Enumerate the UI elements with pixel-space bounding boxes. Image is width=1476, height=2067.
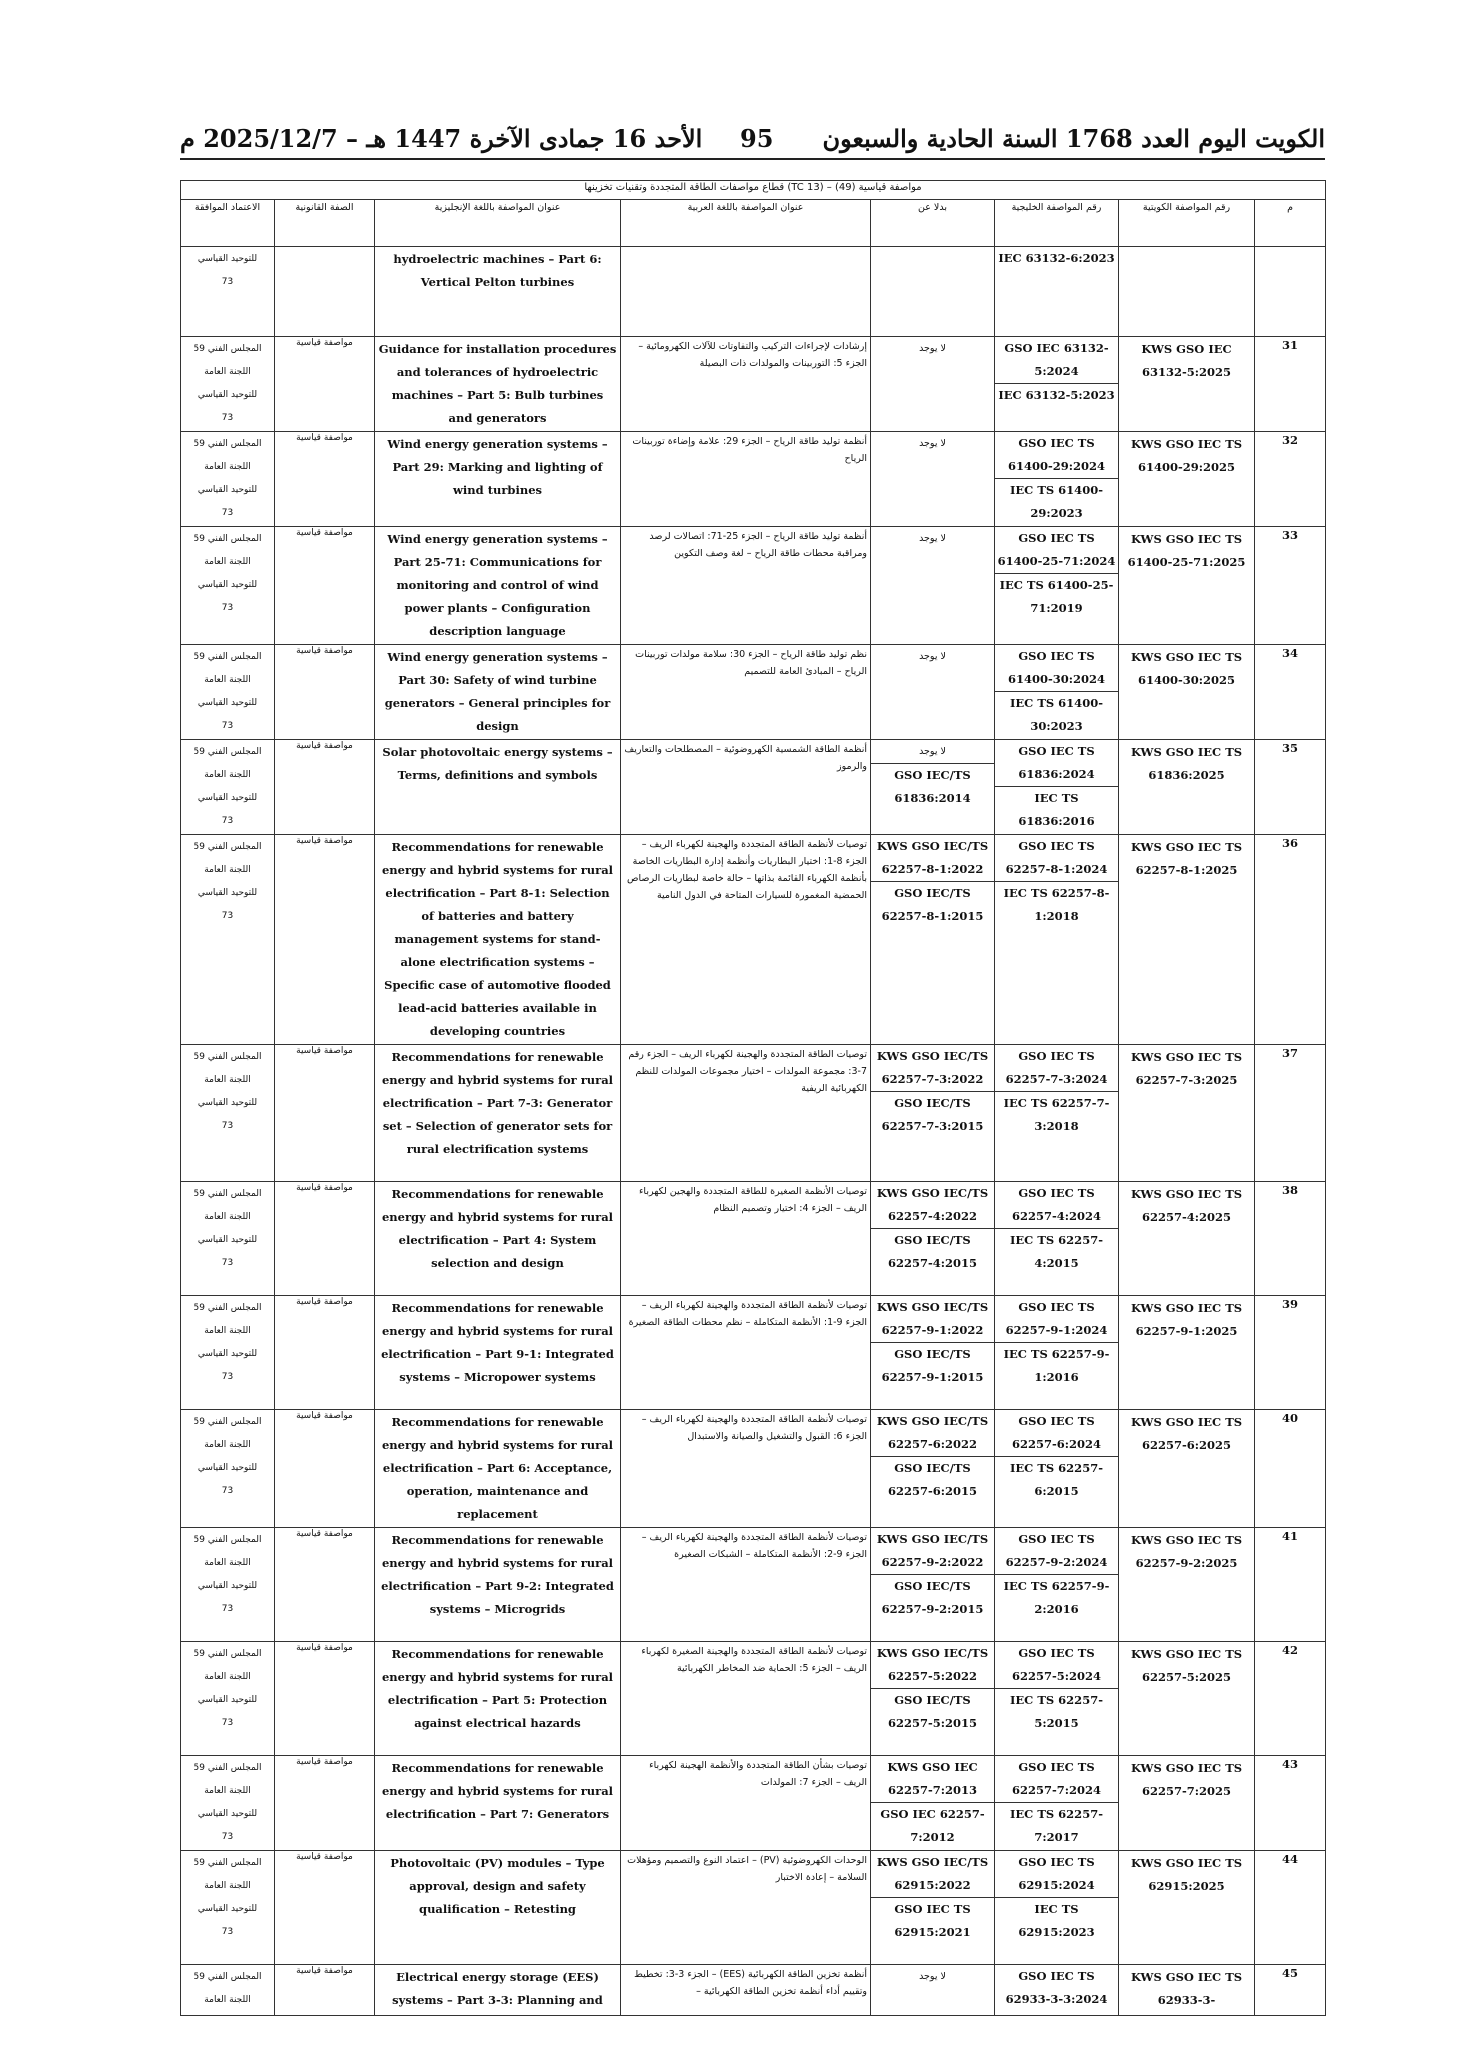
approval-line: اللجنة العامة <box>204 1326 251 1336</box>
page-number: 95 <box>740 124 774 153</box>
replaces-item: لا يوجد <box>919 651 946 662</box>
gso-number-item: IEC TS 61836:2016 <box>995 786 1118 833</box>
table-row <box>181 740 1326 835</box>
gso-number-item: IEC TS 62257-9-1:2016 <box>995 1342 1118 1389</box>
sector-title: قطاع مواصفات الطاقة المتجددة وتقنيات تخزينها (TC 13) – (49) مواصفة قياسية <box>181 181 1326 200</box>
approval-line: اللجنة العامة <box>204 1212 251 1222</box>
approval-line: 73 <box>221 1604 234 1614</box>
approval-line: المجلس الفني 59 <box>193 534 262 544</box>
replaces-item: KWS GSO IEC/TS 62257-5:2022 <box>876 1646 989 1683</box>
standards-table <box>180 180 1326 2016</box>
approval-line: المجلس الفني 59 <box>193 1858 262 1868</box>
english-title-cell: Recommendations for renewable energy and hybrid systems for rural electrification – Part 5: Protection against electrical hazards <box>375 1642 621 1756</box>
replaces-item: KWS GSO IEC/TS 62257-6:2022 <box>876 1414 989 1451</box>
replaces-cell <box>871 1642 995 1756</box>
replaces-item: GSO IEC/TS 62257-6:2015 <box>871 1456 994 1503</box>
english-title-cell: Photovoltaic (PV) modules – Type approval, design and safety qualification – Retesting <box>375 1851 621 1965</box>
kws-number-cell: KWS GSO IEC TS 62915:2025 <box>1119 1851 1255 1965</box>
approval-line: للتوحيد القياسي <box>197 1904 258 1914</box>
approval-line: 73 <box>221 1486 234 1496</box>
approval-line: المجلس الفني 59 <box>193 1972 262 1982</box>
replaces-item: GSO IEC/TS 62257-9-1:2015 <box>871 1342 994 1389</box>
approval-line: المجلس الفني 59 <box>193 439 262 449</box>
approval-line: 73 <box>221 413 234 423</box>
legal-status-cell: مواصفة قياسية <box>275 1756 375 1851</box>
col-num: م <box>1255 200 1326 247</box>
arabic-title-cell: توصيات لأنظمة الطاقة المتجددة والهجينة الصغيرة لكهرباء الريف – الجزء 5: الحماية ضد المخاطر الكهربائية <box>621 1642 871 1756</box>
english-title-cell: Electrical energy storage (EES) systems – Part 3-3: Planning and <box>375 1965 621 2016</box>
col-approval: الاعتماد الموافقة <box>181 200 275 247</box>
row-number-cell <box>1255 247 1326 337</box>
legal-status-cell: مواصفة قياسية <box>275 1851 375 1965</box>
kws-number-cell: KWS GSO IEC TS 61836:2025 <box>1119 740 1255 835</box>
gso-number-item: GSO IEC TS 62257-9-2:2024 <box>1005 1532 1108 1569</box>
replaces-item: GSO IEC 62257-7:2012 <box>871 1802 994 1849</box>
gso-number-cell <box>995 1182 1119 1296</box>
page-header <box>180 118 1325 160</box>
gso-number-item: IEC TS 62257-7-3:2018 <box>995 1091 1118 1138</box>
gso-number-item: GSO IEC TS 62257-8-1:2024 <box>1005 839 1108 876</box>
arabic-title-cell: أنظمة توليد طاقة الرياح – الجزء 29: علامة وإضاءة توربينات الرياح <box>621 432 871 527</box>
approval-line: 73 <box>221 1832 234 1842</box>
gazette-date: الأحد 16 جمادى الآخرة 1447 هـ – 2025/12/7 م <box>180 124 703 153</box>
approval-line: 73 <box>221 508 234 518</box>
approval-cell <box>181 1182 275 1296</box>
kws-number-cell: KWS GSO IEC TS 62257-8-1:2025 <box>1119 835 1255 1045</box>
approval-line: المجلس الفني 59 <box>193 1189 262 1199</box>
column-headers <box>181 200 1326 247</box>
replaces-item: KWS GSO IEC/TS 62257-9-1:2022 <box>876 1300 989 1337</box>
gso-number-item: GSO IEC TS 61400-29:2024 <box>1007 436 1106 473</box>
approval-line: اللجنة العامة <box>204 1440 251 1450</box>
arabic-title-cell: توصيات الطاقة المتجددة والهجينة لكهرباء الريف – الجزء رقم 7-3: مجموعة المولدات – اختيار مجموعات المولدات للنظم الكهربائية الريفية <box>621 1045 871 1182</box>
kws-number-cell <box>1119 247 1255 337</box>
replaces-item: KWS GSO IEC/TS 62257-8-1:2022 <box>876 839 989 876</box>
replaces-cell <box>871 432 995 527</box>
legal-status-cell: مواصفة قياسية <box>275 432 375 527</box>
replaces-cell <box>871 1965 995 2016</box>
approval-cell <box>181 1756 275 1851</box>
approval-line: للتوحيد القياسي <box>197 1581 258 1591</box>
approval-line: اللجنة العامة <box>204 1558 251 1568</box>
row-number-cell: 41 <box>1255 1528 1326 1642</box>
replaces-cell <box>871 1296 995 1410</box>
english-title-cell: Guidance for installation procedures and tolerances of hydroelectric machines – Part 5: Bulb turbines and generators <box>375 337 621 432</box>
approval-line: للتوحيد القياسي <box>197 698 258 708</box>
approval-line: للتوحيد القياسي <box>197 1235 258 1245</box>
col-instead: بدلا عن <box>871 200 995 247</box>
approval-line: للتوحيد القياسي <box>197 1463 258 1473</box>
gso-number-cell <box>995 432 1119 527</box>
legal-status-cell: مواصفة قياسية <box>275 1045 375 1182</box>
approval-line: المجلس الفني 59 <box>193 1763 262 1773</box>
gso-number-item: GSO IEC TS 61400-25-71:2024 <box>997 531 1116 568</box>
gso-number-cell <box>995 1756 1119 1851</box>
approval-cell <box>181 432 275 527</box>
legal-status-cell: مواصفة قياسية <box>275 740 375 835</box>
replaces-item: KWS GSO IEC/TS 62257-7-3:2022 <box>876 1049 989 1086</box>
arabic-title-cell: توصيات لأنظمة الطاقة المتجددة والهجينة لكهرباء الريف – الجزء 9-2: الأنظمة المتكاملة – الشبكات الصغيرة <box>621 1528 871 1642</box>
table-body <box>181 247 1326 2016</box>
replaces-item: GSO IEC TS 62915:2021 <box>871 1897 994 1944</box>
gso-number-cell <box>995 527 1119 645</box>
col-ar-title: عنوان المواصفة باللغة العربية <box>621 200 871 247</box>
table-row <box>181 1756 1326 1851</box>
approval-cell <box>181 645 275 740</box>
approval-line: للتوحيد القياسي <box>197 254 258 264</box>
col-gso: رقم المواصفة الخليجية <box>995 200 1119 247</box>
approval-line: للتوحيد القياسي <box>197 1695 258 1705</box>
replaces-cell <box>871 645 995 740</box>
approval-line: 73 <box>221 911 234 921</box>
gso-number-item: IEC TS 62257-5:2015 <box>995 1688 1118 1735</box>
arabic-title-cell <box>621 247 871 337</box>
approval-line: 73 <box>221 816 234 826</box>
gso-number-cell <box>995 645 1119 740</box>
gso-number-item: IEC TS 62257-9-2:2016 <box>995 1574 1118 1621</box>
gso-number-cell <box>995 835 1119 1045</box>
english-title-cell: Recommendations for renewable energy and hybrid systems for rural electrification – Part 9-1: Integrated systems – Micropower systems <box>375 1296 621 1410</box>
approval-cell <box>181 740 275 835</box>
gso-number-item: GSO IEC TS 61400-30:2024 <box>1007 649 1106 686</box>
replaces-item: لا يوجد <box>919 1971 946 1982</box>
arabic-title-cell: أنظمة الطاقة الشمسية الكهروضوئية – المصطلحات والتعاريف والرموز <box>621 740 871 835</box>
arabic-title-cell: أنظمة توليد طاقة الرياح – الجزء 25-71: اتصالات لرصد ومراقبة محطات طاقة الرياح – لغة وصف التكوين <box>621 527 871 645</box>
approval-cell <box>181 835 275 1045</box>
approval-line: 73 <box>221 277 234 287</box>
legal-status-cell: مواصفة قياسية <box>275 1528 375 1642</box>
replaces-item: GSO IEC/TS 62257-9-2:2015 <box>871 1574 994 1621</box>
kws-number-cell: KWS GSO IEC TS 62257-9-2:2025 <box>1119 1528 1255 1642</box>
row-number-cell: 33 <box>1255 527 1326 645</box>
approval-line: اللجنة العامة <box>204 367 251 377</box>
gso-number-item: IEC TS 61400-29:2023 <box>995 478 1118 525</box>
approval-line: للتوحيد القياسي <box>197 390 258 400</box>
gso-number-cell <box>995 1965 1119 2016</box>
kws-number-cell: KWS GSO IEC TS 62257-7:2025 <box>1119 1756 1255 1851</box>
row-number-cell: 34 <box>1255 645 1326 740</box>
kws-number-cell: KWS GSO IEC TS 61400-30:2025 <box>1119 645 1255 740</box>
replaces-item: لا يوجد <box>919 746 946 757</box>
replaces-cell <box>871 1756 995 1851</box>
gso-number-item: GSO IEC 63132-5:2024 <box>1004 341 1109 378</box>
approval-cell <box>181 247 275 337</box>
approval-cell <box>181 1528 275 1642</box>
gazette-issue: الكويت اليوم العدد 1768 السنة الحادية والسبعون <box>822 124 1325 153</box>
english-title-cell: Wind energy generation systems – Part 29: Marking and lighting of wind turbines <box>375 432 621 527</box>
table-row <box>181 337 1326 432</box>
replaces-cell <box>871 337 995 432</box>
kws-number-cell: KWS GSO IEC TS 61400-25-71:2025 <box>1119 527 1255 645</box>
legal-status-cell: مواصفة قياسية <box>275 1182 375 1296</box>
approval-line: المجلس الفني 59 <box>193 652 262 662</box>
approval-line: اللجنة العامة <box>204 557 251 567</box>
arabic-title-cell: إرشادات لإجراءات التركيب والتفاوتات للآلات الكهرومائية – الجزء 5: التوربينات والمولدات ذات البصيلة <box>621 337 871 432</box>
row-number-cell: 32 <box>1255 432 1326 527</box>
replaces-item: GSO IEC/TS 62257-4:2015 <box>871 1228 994 1275</box>
replaces-item: GSO IEC/TS 62257-7-3:2015 <box>871 1091 994 1138</box>
table-row <box>181 247 1326 337</box>
replaces-cell <box>871 247 995 337</box>
approval-cell <box>181 1296 275 1410</box>
legal-status-cell: مواصفة قياسية <box>275 835 375 1045</box>
approval-cell <box>181 1965 275 2016</box>
kws-number-cell: KWS GSO IEC TS 62257-4:2025 <box>1119 1182 1255 1296</box>
english-title-cell: Recommendations for renewable energy and hybrid systems for rural electrification – Part 8-1: Selection of batteries and battery management systems for stand-alone electrification systems – Specific case of automotive flooded lead-acid batteries available in developing countries <box>375 835 621 1045</box>
gso-number-item: GSO IEC TS 62257-6:2024 <box>1011 1414 1102 1451</box>
approval-line: المجلس الفني 59 <box>193 747 262 757</box>
gso-number-cell <box>995 1528 1119 1642</box>
row-number-cell: 45 <box>1255 1965 1326 2016</box>
row-number-cell: 35 <box>1255 740 1326 835</box>
arabic-title-cell: الوحدات الكهروضوئية (PV) – اعتماد النوع والتصميم ومؤهلات السلامة – إعادة الاختبار <box>621 1851 871 1965</box>
legal-status-cell <box>275 247 375 337</box>
arabic-title-cell: توصيات الأنظمة الصغيرة للطاقة المتجددة والهجين لكهرباء الريف – الجزء 4: اختيار وتصميم النظام <box>621 1182 871 1296</box>
approval-line: للتوحيد القياسي <box>197 1098 258 1108</box>
gso-number-item: IEC TS 61400-25-71:2019 <box>995 573 1118 620</box>
approval-line: المجلس الفني 59 <box>193 1649 262 1659</box>
approval-line: 73 <box>221 721 234 731</box>
col-kws: رقم المواصفة الكويتية <box>1119 200 1255 247</box>
arabic-title-cell: توصيات لأنظمة الطاقة المتجددة والهجينة لكهرباء الريف – الجزء 8-1: اختيار البطاريات وأنظمة إدارة البطاريات الخاصة بأنظمة الكهرباء القائمة بذاتها – حالة خاصة لبطاريات الرصاص الحمضية المغمورة للسيارات المتاحة في الدول النامية <box>621 835 871 1045</box>
approval-line: اللجنة العامة <box>204 462 251 472</box>
replaces-item: GSO IEC/TS 62257-5:2015 <box>871 1688 994 1735</box>
arabic-title-cell: توصيات بشأن الطاقة المتجددة والأنظمة الهجينة لكهرباء الريف – الجزء 7: المولدات <box>621 1756 871 1851</box>
approval-line: اللجنة العامة <box>204 675 251 685</box>
replaces-item: KWS GSO IEC/TS 62915:2022 <box>876 1855 989 1892</box>
replaces-cell <box>871 527 995 645</box>
gso-number-item: GSO IEC TS 61836:2024 <box>1018 744 1095 781</box>
gso-number-cell <box>995 247 1119 337</box>
kws-number-cell: KWS GSO IEC TS 62257-6:2025 <box>1119 1410 1255 1528</box>
kws-number-cell: KWS GSO IEC TS 62257-5:2025 <box>1119 1642 1255 1756</box>
legal-status-cell: مواصفة قياسية <box>275 1965 375 2016</box>
replaces-item: GSO IEC/TS 61836:2014 <box>871 763 994 810</box>
legal-status-cell: مواصفة قياسية <box>275 1296 375 1410</box>
approval-line: اللجنة العامة <box>204 1672 251 1682</box>
approval-line: للتوحيد القياسي <box>197 485 258 495</box>
replaces-cell <box>871 740 995 835</box>
gso-number-item: IEC TS 62915:2023 <box>995 1897 1118 1944</box>
approval-cell <box>181 1410 275 1528</box>
approval-line: اللجنة العامة <box>204 1995 251 2005</box>
approval-cell <box>181 337 275 432</box>
gso-number-item: IEC TS 61400-30:2023 <box>995 691 1118 738</box>
approval-line: 73 <box>221 1927 234 1937</box>
approval-line: المجلس الفني 59 <box>193 1303 262 1313</box>
english-title-cell: Recommendations for renewable energy and hybrid systems for rural electrification – Part 7-3: Generator set – Selection of generator sets for rural electrification systems <box>375 1045 621 1182</box>
kws-number-cell: KWS GSO IEC 63132-5:2025 <box>1119 337 1255 432</box>
row-number-cell: 43 <box>1255 1756 1326 1851</box>
table-row <box>181 527 1326 645</box>
gso-number-cell <box>995 1296 1119 1410</box>
gso-number-cell <box>995 1410 1119 1528</box>
legal-status-cell: مواصفة قياسية <box>275 645 375 740</box>
table-row <box>181 1965 1326 2016</box>
gso-number-item: IEC TS 62257-8-1:2018 <box>995 881 1118 928</box>
arabic-title-cell: توصيات لأنظمة الطاقة المتجددة والهجينة لكهرباء الريف – الجزء 6: القبول والتشغيل والصيانة والاستبدال <box>621 1410 871 1528</box>
row-number-cell: 42 <box>1255 1642 1326 1756</box>
approval-line: اللجنة العامة <box>204 1786 251 1796</box>
replaces-cell <box>871 1851 995 1965</box>
row-number-cell: 36 <box>1255 835 1326 1045</box>
replaces-item: لا يوجد <box>919 533 946 544</box>
legal-status-cell: مواصفة قياسية <box>275 527 375 645</box>
kws-number-cell: KWS GSO IEC TS 61400-29:2025 <box>1119 432 1255 527</box>
english-title-cell: hydroelectric machines – Part 6: Vertical Pelton turbines <box>375 247 621 337</box>
replaces-item: لا يوجد <box>919 438 946 449</box>
table-row <box>181 835 1326 1045</box>
approval-line: للتوحيد القياسي <box>197 1349 258 1359</box>
approval-line: اللجنة العامة <box>204 865 251 875</box>
approval-line: اللجنة العامة <box>204 1881 251 1891</box>
approval-cell <box>181 1851 275 1965</box>
approval-line: 73 <box>221 1121 234 1131</box>
gso-number-item: GSO IEC TS 62257-5:2024 <box>1011 1646 1102 1683</box>
approval-line: 73 <box>221 1372 234 1382</box>
kws-number-cell: KWS GSO IEC TS 62257-7-3:2025 <box>1119 1045 1255 1182</box>
gso-number-cell <box>995 1045 1119 1182</box>
english-title-cell: Recommendations for renewable energy and hybrid systems for rural electrification – Part 9-2: Integrated systems – Microgrids <box>375 1528 621 1642</box>
english-title-cell: Wind energy generation systems – Part 25-71: Communications for monitoring and control of wind power plants – Configuration description language <box>375 527 621 645</box>
approval-line: 73 <box>221 1258 234 1268</box>
table-row <box>181 1410 1326 1528</box>
replaces-cell <box>871 1182 995 1296</box>
row-number-cell: 31 <box>1255 337 1326 432</box>
gso-number-cell <box>995 337 1119 432</box>
table-row <box>181 1528 1326 1642</box>
arabic-title-cell: نظم توليد طاقة الرياح – الجزء 30: سلامة مولدات توربينات الرياح – المبادئ العامة للتصميم <box>621 645 871 740</box>
replaces-cell <box>871 1528 995 1642</box>
replaces-cell <box>871 835 995 1045</box>
row-number-cell: 37 <box>1255 1045 1326 1182</box>
arabic-title-cell: توصيات لأنظمة الطاقة المتجددة والهجينة لكهرباء الريف – الجزء 9-1: الأنظمة المتكاملة – نظم محطات الطاقة الصغيرة <box>621 1296 871 1410</box>
gso-number-item: GSO IEC TS 62915:2024 <box>1018 1855 1095 1892</box>
approval-line: 73 <box>221 1718 234 1728</box>
english-title-cell: Solar photovoltaic energy systems – Terms, definitions and symbols <box>375 740 621 835</box>
replaces-item: KWS GSO IEC/TS 62257-4:2022 <box>876 1186 989 1223</box>
row-number-cell: 38 <box>1255 1182 1326 1296</box>
gso-number-item: IEC 63132-5:2023 <box>995 383 1118 407</box>
english-title-cell: Recommendations for renewable energy and hybrid systems for rural electrification – Part 4: System selection and design <box>375 1182 621 1296</box>
gso-number-cell <box>995 740 1119 835</box>
row-number-cell: 44 <box>1255 1851 1326 1965</box>
table-row <box>181 1182 1326 1296</box>
gso-number-cell <box>995 1642 1119 1756</box>
approval-line: اللجنة العامة <box>204 1075 251 1085</box>
replaces-item: KWS GSO IEC/TS 62257-9-2:2022 <box>876 1532 989 1569</box>
approval-line: للتوحيد القياسي <box>197 888 258 898</box>
approval-line: للتوحيد القياسي <box>197 580 258 590</box>
approval-cell <box>181 1045 275 1182</box>
gso-number-item: IEC 63132-6:2023 <box>998 251 1115 265</box>
approval-line: المجلس الفني 59 <box>193 344 262 354</box>
approval-line: للتوحيد القياسي <box>197 1809 258 1819</box>
table-row <box>181 1642 1326 1756</box>
gso-number-item: GSO IEC TS 62933-3-3:2024 <box>1005 1969 1108 2006</box>
approval-line: المجلس الفني 59 <box>193 1535 262 1545</box>
approval-cell <box>181 527 275 645</box>
table-row <box>181 1296 1326 1410</box>
approval-line: المجلس الفني 59 <box>193 1417 262 1427</box>
kws-number-cell: KWS GSO IEC TS 62257-9-1:2025 <box>1119 1296 1255 1410</box>
replaces-item: GSO IEC/TS 62257-8-1:2015 <box>871 881 994 928</box>
arabic-title-cell: أنظمة تخزين الطاقة الكهربائية (EES) – الجزء 3-3: تخطيط وتقييم أداء أنظمة تخزين الطاقة الكهربائية – <box>621 1965 871 2016</box>
approval-line: اللجنة العامة <box>204 770 251 780</box>
replaces-item: لا يوجد <box>919 343 946 354</box>
english-title-cell: Recommendations for renewable energy and hybrid systems for rural electrification – Part 6: Acceptance, operation, maintenance and replacement <box>375 1410 621 1528</box>
table-row <box>181 432 1326 527</box>
gso-number-item: IEC TS 62257-7:2017 <box>995 1802 1118 1849</box>
table-row <box>181 1045 1326 1182</box>
gso-number-item: GSO IEC TS 62257-4:2024 <box>1011 1186 1102 1223</box>
approval-line: 73 <box>221 603 234 613</box>
table-row <box>181 1851 1326 1965</box>
gso-number-item: GSO IEC TS 62257-7-3:2024 <box>1005 1049 1108 1086</box>
gso-number-item: GSO IEC TS 62257-9-1:2024 <box>1005 1300 1108 1337</box>
english-title-cell: Recommendations for renewable energy and hybrid systems for rural electrification – Part 7: Generators <box>375 1756 621 1851</box>
approval-line: للتوحيد القياسي <box>197 793 258 803</box>
english-title-cell: Wind energy generation systems – Part 30: Safety of wind turbine generators – General principles for design <box>375 645 621 740</box>
gso-number-item: IEC TS 62257-4:2015 <box>995 1228 1118 1275</box>
col-en-title: عنوان المواصفة باللغة الإنجليزية <box>375 200 621 247</box>
col-legal: الصفة القانونية <box>275 200 375 247</box>
row-number-cell: 39 <box>1255 1296 1326 1410</box>
replaces-cell <box>871 1410 995 1528</box>
gso-number-item: IEC TS 62257-6:2015 <box>995 1456 1118 1503</box>
legal-status-cell: مواصفة قياسية <box>275 1642 375 1756</box>
approval-line: المجلس الفني 59 <box>193 842 262 852</box>
table-row <box>181 645 1326 740</box>
gso-number-item: GSO IEC TS 62257-7:2024 <box>1011 1760 1102 1797</box>
replaces-cell <box>871 1045 995 1182</box>
legal-status-cell: مواصفة قياسية <box>275 337 375 432</box>
approval-line: المجلس الفني 59 <box>193 1052 262 1062</box>
gso-number-cell <box>995 1851 1119 1965</box>
replaces-item: KWS GSO IEC 62257-7:2013 <box>887 1760 978 1797</box>
approval-cell <box>181 1642 275 1756</box>
kws-number-cell: KWS GSO IEC TS 62933-3- <box>1119 1965 1255 2016</box>
legal-status-cell: مواصفة قياسية <box>275 1410 375 1528</box>
row-number-cell: 40 <box>1255 1410 1326 1528</box>
